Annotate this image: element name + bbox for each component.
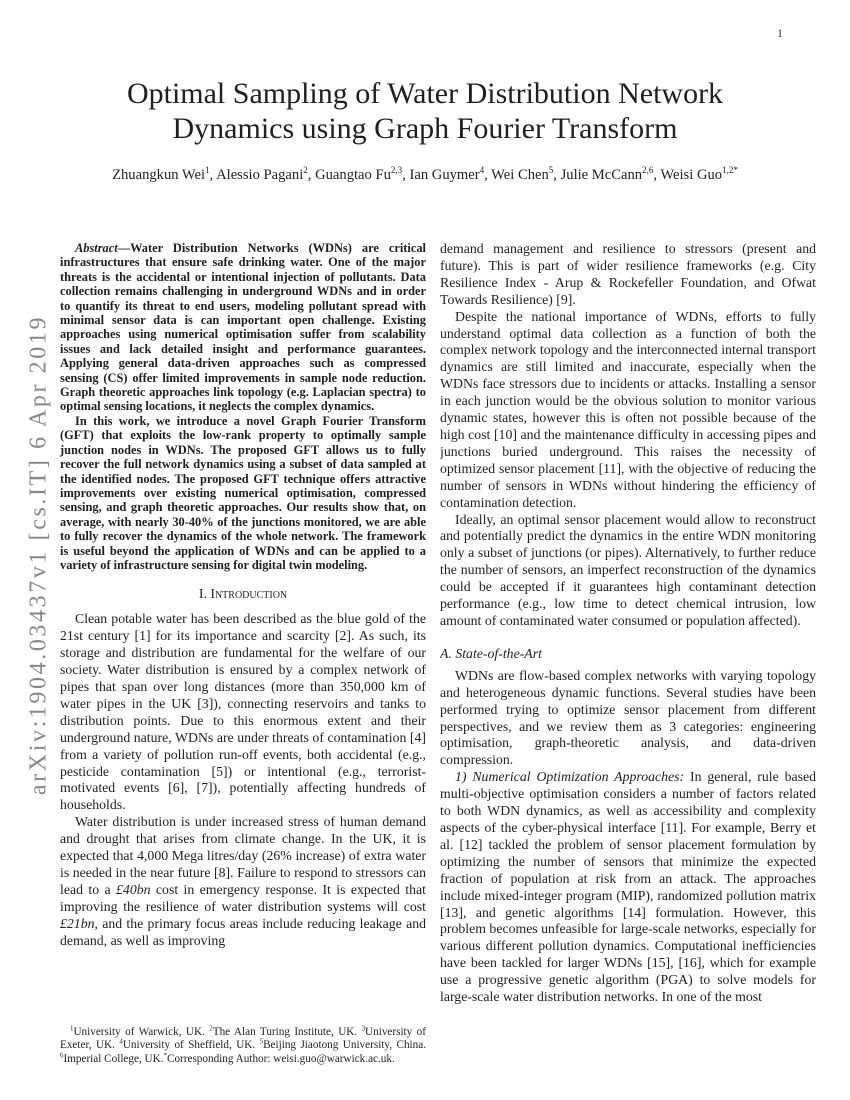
superscript: 2 [209, 1024, 213, 1033]
superscript: 5 [259, 1037, 264, 1046]
section-heading [60, 586, 426, 602]
text-segment: —Water Distribution Networks (WDNs) are critical infrastructures that ensure safe drinking water. One of the major threats is the accidental or intentional injection of pollutants. Data collection remains challenging in underground WDNs and in order to quantify its threat to end users, modeling pollutant spread with minimal sensor data is can important open challenge. Existing approaches using numerical optimisation suffer from scalability issues and lack detailed insight and performance guarantees. Applying general data-driven approaches such as compressed sensing (CS) offer limited improvements in sample node reduction. Graph theoretic approaches link topology (e.g. Laplacian spectra) to optimal sensing locations, it neglects the complex dynamics. [60, 241, 426, 414]
body-paragraph [440, 668, 816, 769]
page-number: 1 [777, 26, 783, 40]
paper-title-line-1: Optimal Sampling of Water Distribution Network [126, 77, 724, 110]
subsection-heading [440, 646, 816, 662]
text-segment: University of Warwick, UK. [73, 1025, 210, 1038]
text-segment: I. [198, 586, 211, 602]
superscript: 3 [361, 1024, 366, 1033]
body-paragraph [440, 769, 816, 1006]
superscript: 4 [119, 1037, 123, 1046]
text-segment: , Guangtao Fu [307, 167, 391, 183]
text-segment: Corresponding Author: weisi.guo@warwick.ac.uk. [166, 1052, 395, 1065]
text-segment: 1) Numerical Optimization Approaches: [455, 769, 685, 785]
text-segment: Introduction [210, 586, 288, 602]
superscript: 1 [205, 165, 210, 176]
text-segment: , Wei Chen [484, 167, 549, 183]
superscript: 1 [70, 1024, 74, 1033]
superscript: 4 [479, 165, 485, 176]
superscript: 2,6 [642, 165, 654, 176]
text-segment: £40bn [116, 881, 151, 897]
text-segment: Ideally, an optimal sensor placement would allow to reconstruct and potentially predict the dynamics in the entire WDN monitoring only a subset of junctions (or pipes). Alternatively, to further reduce the number of sensors, an imperfect reconstruction of the dynamics could be accepted if it guarantees high contaminant detection performance (e.g., low time to detect chemical intrusion, low amount of contaminated water consumed or population affected). [440, 511, 816, 628]
text-segment: £21bn [60, 915, 95, 931]
text-segment: Zhuangkun Wei [112, 167, 206, 183]
superscript: 6 [60, 1050, 64, 1059]
left-column [60, 241, 426, 1070]
text-segment: The Alan Turing Institute, UK. [212, 1025, 362, 1038]
text-segment: , and the primary focus areas include reducing leakage and demand, as well as improving [60, 915, 426, 948]
body-paragraph [440, 241, 816, 309]
text-segment: , Ian Guymer [402, 167, 480, 183]
text-segment: University of Exeter, UK. [60, 1025, 426, 1052]
text-segment: In general, rule based multi-objective optimisation considers a number of factors related to both WDN dynamics, as well as accessibility and complexity aspects of the cyber-physical interface [11]. For example, Berry et al. [12] tackled the problem of sensor placement formulation by optimizing the number of sensors that minimize the expected fraction of population at risk from an attack. The approaches include mixed-integer program (MIP), randomized pollution matrix [13], and genetic algorithms [14] formulation. However, this problem becomes unfeasible for large-scale networks, especially for various different pollution dynamics. Computational inefficiencies have been tackled for larger WDNs [15], [16], which for example use a progressive genetic algorithm (PGA) to solve models for large-scale water distribution networks. In one of the most [440, 769, 816, 1005]
body-paragraph [440, 309, 816, 512]
text-segment: Despite the national importance of WDNs, efforts to fully understand optimal data collection as a function of both the complex network topology and the interconnected internal transport dynamics are still limited and inaccurate, especially when the WDNs face stressors due to incidents or attacks. Installing a sensor in each junction would be the obvious solution to monitor various dynamic states, however this is often not possible because of the high cost [10] and the maintenance difficulty in accessing pipes and junctions buried underground. This raises the necessity of optimized sensor placement [11], with the objective of reducing the number of sensors in WDNs without hindering the efficiency of contamination detection. [440, 308, 816, 510]
text-segment: Imperial College, UK. [63, 1052, 164, 1065]
text-segment: , Julie McCann [553, 167, 643, 183]
paper-title-line-2: Dynamics using Graph Fourier Transform [172, 112, 678, 145]
text-segment: demand management and resilience to stressors (present and future). This is part of wider resilience frameworks (e.g. City Resilience Index - Arup & Rockefeller Foundation, and Ofwat Towards Resilience) [9]. [440, 241, 816, 307]
text-segment: WDNs are flow-based complex networks with varying topology and heterogeneous dynamic functions. Several studies have been performed trying to optimize sensor placement from different perspectives, and we review them as 3 categories: engineering optimisation, graph-theoretic analysis, and data-driven compression. [440, 667, 816, 768]
superscript: 1,2* [722, 165, 738, 176]
abstract-paragraph [60, 241, 426, 414]
author-line [0, 167, 850, 184]
text-segment: In this work, we introduce a novel Graph Fourier Transform (GFT) that exploits the low-rank property to optimally sample junction nodes in WDNs. The proposed GFT allows us to fully recover the full network dynamics using a subset of data sampled at the identified nodes. The proposed GFT technique offers attractive improvements over existing numerical optimisation, compressed sensing, and graph theoretic approaches. Our results show that, on average, with nearly 30-40% of the junctions monitored, we are able to fully recover the dynamics of the whole network. The framework is useful beyond the application of WDNs and can be applied to a variety of infrastructure sensing for digital twin modeling. [60, 413, 426, 572]
body-paragraph [440, 512, 816, 630]
superscript: * [163, 1050, 167, 1059]
text-segment: Water distribution is under increased stress of human demand and drought that arises from climate change. In the UK, it is expected that 4,000 Mega litres/day (26% increase) of extra water is needed in the near future [8]. Failure to respond to stressors can lead to a [60, 814, 426, 897]
text-segment: University of Sheffield, UK. [122, 1039, 260, 1052]
text-segment: A. State-of-the-Art [440, 645, 542, 661]
superscript: 2,3 [390, 165, 403, 176]
footnote [60, 1026, 426, 1066]
text-segment: , Alessio Pagani [209, 167, 304, 183]
text-segment: cost in emergency response. It is expected that improving the resilience of water distribution systems will cost [60, 881, 426, 914]
text-segment: Clean potable water has been described as the blue gold of the 21st century [1] for its importance and scarcity [2]. As such, its storage and distribution are fundamental for the welfare of our society. Water distribution is ensured by a complex network of pipes that span over long distances (more than 350,000 km of water pipes in the UK [3]), connecting reservoirs and tanks to distribution points. Due to this enormous extent and their underground nature, WDNs are under threats of contamination [4] from a variety of pollution run-off events, both accidental (e.g., pesticide contamination [5]) or intentional (e.g., terrorist-motivated events [6], [7]), potentially affecting hundreds of households. [60, 611, 426, 813]
superscript: 5 [548, 165, 554, 176]
right-column [440, 241, 816, 1070]
body-paragraph [60, 611, 426, 814]
body-paragraph [60, 814, 426, 949]
abstract-paragraph [60, 414, 426, 572]
text-segment: Abstract [75, 241, 118, 255]
superscript: 2 [303, 165, 308, 176]
text-segment: , Weisi Guo [653, 167, 723, 183]
arxiv-stamp: arXiv:1904.03437v1 [cs.IT] 6 Apr 2019 [25, 314, 52, 796]
paper-title [0, 76, 850, 146]
two-column-body [60, 241, 816, 1070]
text-segment: Beijing Jiaotong University, China. [263, 1039, 427, 1052]
